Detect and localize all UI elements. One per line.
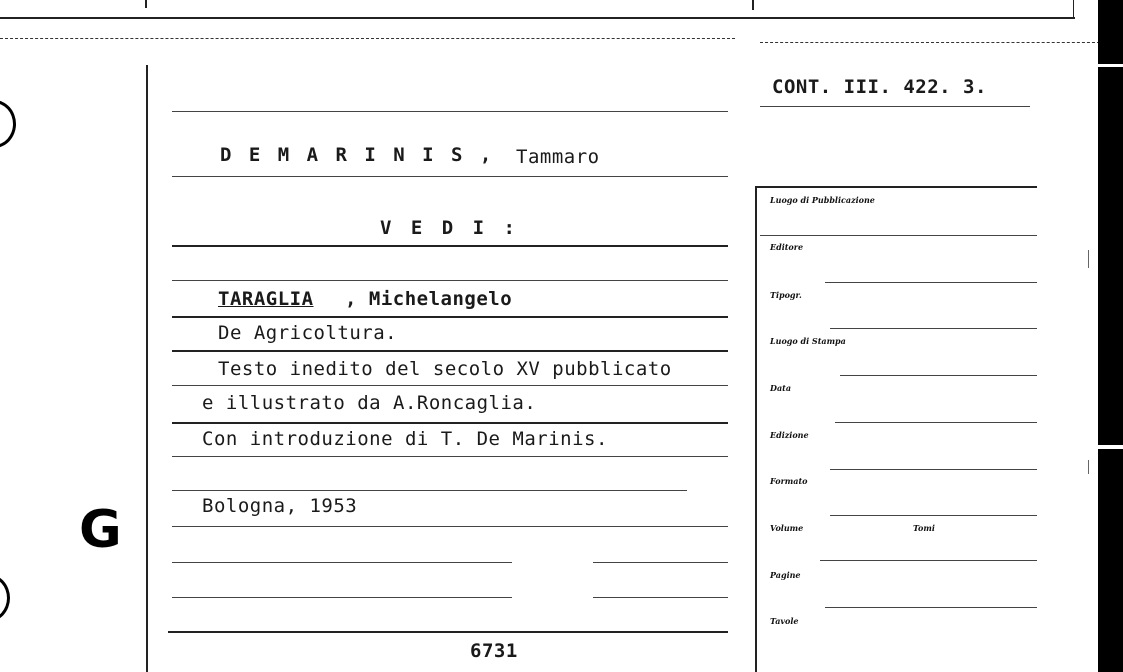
rule-2 [172, 176, 728, 177]
ref-name: , Michelangelo [345, 288, 513, 310]
see-label: V E D I : [380, 217, 519, 239]
author-surname: D E M A R I N I S , [220, 144, 495, 166]
punch-hole-bottom [0, 574, 10, 622]
form-rule-7 [830, 515, 1037, 516]
rule-7 [172, 385, 728, 386]
rule-12a [172, 562, 512, 563]
top-dashed-rule [0, 38, 735, 39]
author-name: Tammaro [516, 146, 600, 168]
form-rule-8 [820, 560, 1037, 561]
form-rule-5 [835, 422, 1037, 423]
label-tomi: Tomi [913, 523, 935, 533]
rule-1 [172, 111, 728, 112]
form-rule-3 [830, 328, 1037, 329]
label-pagine: Pagine [770, 570, 801, 580]
top-left-tick [145, 0, 147, 8]
top-right-edge [1073, 0, 1074, 18]
rule-13a [172, 597, 512, 598]
punch-hole-top [0, 100, 16, 148]
form-rule-6 [830, 469, 1037, 470]
form-top-rule [755, 186, 1037, 188]
right-border-gap-2 [1098, 445, 1123, 449]
form-rule-2 [825, 282, 1037, 283]
card-number: 6731 [470, 640, 518, 662]
collocation-mark: CONT. III. 422. 3. [772, 76, 987, 98]
right-dark-border [1098, 0, 1123, 672]
rule-9 [172, 456, 728, 457]
description-line-1: Testo inedito del secolo XV pubblicato [218, 358, 672, 380]
right-border-gap [1098, 64, 1123, 67]
description-line-2: e illustrato da A.Roncaglia. [202, 392, 537, 414]
label-tipogr: Tipogr. [770, 290, 802, 300]
label-volume: Volume [770, 523, 804, 533]
form-rule-1 [760, 235, 1037, 236]
top-right-tick [752, 0, 754, 10]
rule-13b [593, 597, 728, 598]
rule-3 [172, 245, 728, 247]
ref-surname: TARAGLIA [218, 288, 314, 310]
rule-12b [593, 562, 728, 563]
imprint-line: Bologna, 1953 [202, 495, 358, 517]
rule-11 [172, 526, 728, 527]
top-dashed-rule-right [760, 42, 1100, 43]
top-edge-rule [0, 17, 1075, 19]
rule-10 [172, 490, 687, 491]
right-margin-tick [1088, 250, 1089, 268]
label-data: Data [770, 383, 791, 393]
rule-5 [172, 316, 728, 318]
label-tavole: Tavole [770, 616, 799, 626]
form-left-border [755, 186, 757, 672]
right-margin-tick-2 [1088, 460, 1089, 474]
rule-6 [172, 350, 728, 352]
label-editore: Editore [770, 242, 804, 252]
form-rule-9 [825, 607, 1037, 608]
card-left-border [146, 65, 148, 672]
index-letter: G [79, 500, 122, 560]
label-edizione: Edizione [770, 430, 809, 440]
rule-14 [168, 631, 728, 633]
label-luogo-pubblicazione: Luogo di Pubblicazione [770, 195, 875, 205]
label-formato: Formato [770, 476, 808, 486]
title-line: De Agricoltura. [218, 322, 398, 344]
form-rule-4 [840, 375, 1037, 376]
collocation-rule [760, 106, 1030, 107]
rule-4 [172, 280, 728, 281]
description-line-3: Con introduzione di T. De Marinis. [202, 428, 608, 450]
rule-8 [172, 422, 728, 424]
label-luogo-stampa: Luogo di Stampa [770, 336, 846, 346]
